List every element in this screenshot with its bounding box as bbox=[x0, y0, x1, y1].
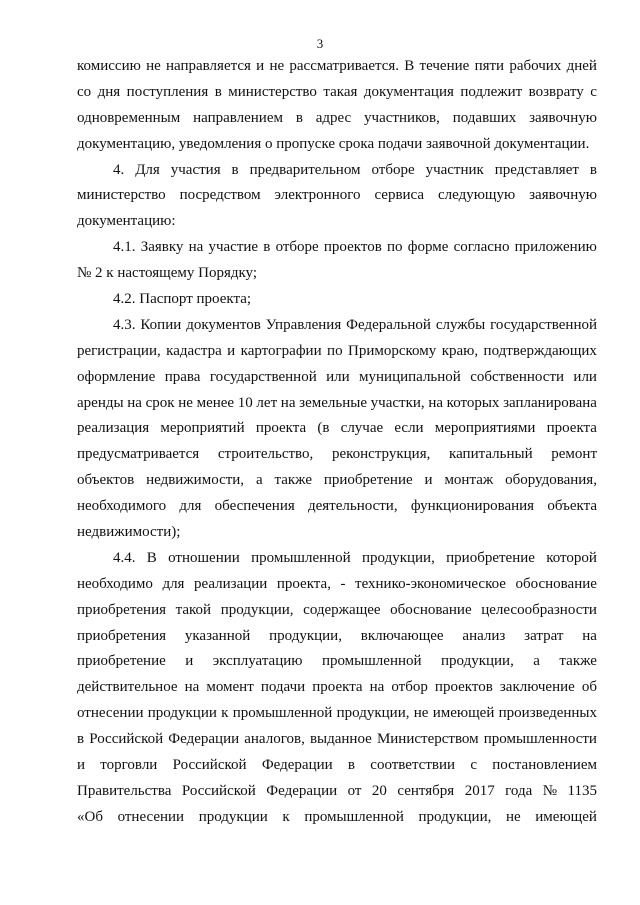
word: к bbox=[282, 808, 290, 825]
word: недвижимости, bbox=[146, 472, 245, 489]
word: мероприятий bbox=[160, 420, 245, 437]
word: права bbox=[164, 368, 201, 385]
text-line bbox=[77, 235, 597, 261]
word: документация bbox=[363, 83, 454, 100]
word: сентября bbox=[397, 782, 455, 799]
word: в bbox=[295, 109, 303, 126]
text-line bbox=[77, 649, 597, 675]
word: направлением bbox=[193, 109, 283, 126]
word: отношении bbox=[168, 549, 240, 566]
text-line bbox=[77, 54, 597, 80]
word: оформление bbox=[77, 368, 156, 385]
word: Федерации bbox=[168, 731, 240, 748]
text-line bbox=[77, 468, 597, 494]
word: промышленной bbox=[232, 705, 333, 722]
word: подтверждающих bbox=[483, 342, 597, 359]
word: реализация bbox=[77, 420, 150, 437]
paragraph bbox=[77, 546, 597, 831]
paragraph bbox=[77, 313, 597, 546]
word: года bbox=[505, 782, 533, 799]
word: Министерством bbox=[376, 731, 479, 748]
word: технико-экономическое bbox=[355, 575, 506, 592]
word: дня bbox=[97, 83, 121, 100]
word: отборе bbox=[275, 239, 319, 256]
word: не bbox=[269, 58, 285, 74]
word: Федерации bbox=[266, 782, 338, 799]
word: имеющей bbox=[535, 808, 597, 825]
paragraph bbox=[77, 287, 597, 313]
word: Правительства bbox=[77, 782, 172, 799]
word: № bbox=[542, 782, 558, 799]
word: министерство bbox=[228, 83, 317, 100]
text-line: недвижимости); bbox=[77, 524, 181, 541]
word: В bbox=[146, 549, 157, 566]
word: запланирована bbox=[503, 394, 597, 411]
word: муниципальной bbox=[359, 368, 461, 385]
word: возврату bbox=[528, 83, 584, 100]
word: произведенных bbox=[498, 705, 597, 722]
word: на bbox=[188, 239, 204, 256]
word: «Об bbox=[77, 808, 103, 825]
word: в bbox=[347, 757, 356, 774]
word: форме bbox=[407, 239, 449, 256]
word: адрес bbox=[315, 109, 352, 126]
text-line bbox=[77, 313, 597, 339]
word: оборудования, bbox=[505, 472, 597, 489]
word: Российской bbox=[172, 757, 247, 774]
word: не bbox=[413, 705, 429, 722]
word: капитальный bbox=[449, 446, 533, 463]
word: мероприятиями bbox=[434, 420, 536, 437]
word: приобретение bbox=[323, 472, 413, 489]
word: по bbox=[327, 342, 343, 359]
text-line bbox=[77, 80, 597, 106]
word: промышленной bbox=[304, 808, 404, 825]
word: проекта bbox=[546, 420, 597, 437]
word: подавших bbox=[452, 109, 517, 126]
word: лет bbox=[256, 394, 278, 411]
word: картографии bbox=[240, 342, 322, 359]
word: от bbox=[347, 782, 362, 799]
word: реконструкция, bbox=[331, 446, 431, 463]
word: строительство, bbox=[217, 446, 314, 463]
word: пяти bbox=[474, 58, 505, 74]
word: дней bbox=[566, 58, 597, 74]
text-line: 4.2. Паспорт проекта; bbox=[113, 291, 252, 308]
word: такой bbox=[175, 601, 212, 618]
word: краю, bbox=[441, 342, 479, 359]
word: отнесении bbox=[117, 808, 185, 825]
word: по bbox=[387, 239, 403, 256]
word: посредством bbox=[179, 187, 261, 204]
word: (в bbox=[317, 420, 330, 437]
word: реализации bbox=[194, 575, 268, 592]
word: с bbox=[590, 83, 597, 100]
word: проекта bbox=[312, 679, 363, 696]
word: Заявку bbox=[140, 239, 184, 256]
word: государственной bbox=[490, 316, 597, 333]
word: к bbox=[221, 705, 229, 722]
word: действительное bbox=[77, 679, 178, 696]
word: промышленности bbox=[483, 731, 597, 748]
word: Федерации bbox=[261, 757, 333, 774]
word: приобретения bbox=[77, 627, 167, 644]
word: объектов bbox=[77, 472, 135, 489]
word: затрат bbox=[524, 627, 564, 644]
word: такая bbox=[323, 83, 358, 100]
word: проектов bbox=[323, 239, 382, 256]
word: необходимого bbox=[77, 498, 167, 515]
page-number: 3 bbox=[316, 36, 324, 51]
text-line bbox=[77, 727, 597, 753]
word: собственности bbox=[470, 368, 565, 385]
text-line bbox=[77, 183, 597, 209]
word: приобретение bbox=[77, 653, 166, 670]
word: Копии bbox=[140, 316, 182, 333]
text-line bbox=[77, 416, 597, 442]
word: а bbox=[255, 472, 263, 489]
word: 4.4. bbox=[113, 549, 136, 566]
word: 10 bbox=[237, 394, 253, 411]
word: аренды bbox=[77, 394, 124, 411]
word: продукции, bbox=[440, 653, 514, 670]
word: монтаж bbox=[444, 472, 494, 489]
text-line bbox=[77, 572, 597, 598]
word: комиссию bbox=[77, 58, 141, 74]
word: Для bbox=[135, 161, 160, 178]
word: проекта bbox=[255, 420, 307, 437]
text-line bbox=[77, 158, 597, 184]
word: ремонт bbox=[551, 446, 597, 463]
document-body bbox=[77, 54, 597, 831]
word: функционирования bbox=[410, 498, 535, 515]
word: или bbox=[326, 368, 350, 385]
word: имеющей bbox=[432, 705, 495, 722]
word: Приморскому bbox=[348, 342, 437, 359]
word: не bbox=[146, 58, 161, 74]
word: момент bbox=[206, 679, 254, 696]
text-line bbox=[77, 805, 597, 831]
word: анализ bbox=[462, 627, 506, 644]
word: промышленной bbox=[321, 653, 422, 670]
word: на bbox=[428, 394, 443, 411]
word: отборе bbox=[371, 161, 415, 178]
word: продукции, bbox=[361, 549, 435, 566]
word: продукции, bbox=[418, 808, 492, 825]
word: включающее bbox=[360, 627, 444, 644]
word: или bbox=[573, 368, 597, 385]
word: 1135 bbox=[567, 782, 597, 799]
text-line bbox=[77, 675, 597, 701]
word: 20 bbox=[371, 782, 387, 799]
word: Российской bbox=[89, 731, 164, 748]
word: Российской bbox=[181, 782, 256, 799]
text-line: документацию, уведомления о пропуске срока подачи заявочной документации. bbox=[77, 135, 590, 152]
word: и bbox=[256, 58, 265, 74]
word: заключение bbox=[499, 679, 575, 696]
word: срок bbox=[145, 394, 175, 411]
word: Федеральной bbox=[346, 316, 431, 333]
word: объекта bbox=[547, 498, 597, 515]
word: со bbox=[77, 83, 92, 100]
text-line: документацию: bbox=[77, 213, 176, 230]
word: продукции, bbox=[220, 601, 294, 618]
word: рабочих bbox=[509, 58, 562, 74]
word: направляется bbox=[166, 58, 251, 74]
word: об bbox=[581, 679, 597, 696]
word: менее bbox=[196, 394, 235, 411]
word: регистрации, bbox=[77, 342, 161, 359]
word: также bbox=[274, 472, 312, 489]
word: в bbox=[589, 161, 597, 178]
text-line bbox=[77, 624, 597, 650]
word: электронного bbox=[274, 187, 361, 204]
word: участки, bbox=[370, 394, 425, 411]
word: в bbox=[263, 239, 271, 256]
word: участников, bbox=[364, 109, 440, 126]
word: в bbox=[77, 731, 85, 748]
word: для bbox=[179, 498, 202, 515]
text-line bbox=[77, 779, 597, 805]
word: в bbox=[231, 161, 239, 178]
text-line bbox=[77, 391, 597, 417]
text-line bbox=[77, 753, 597, 779]
text-line bbox=[77, 365, 597, 391]
word: и bbox=[77, 757, 86, 774]
word: службы bbox=[435, 316, 486, 333]
word: постановлением bbox=[492, 757, 597, 774]
word: предварительном bbox=[249, 161, 361, 178]
word: 2017 bbox=[464, 782, 495, 799]
word: а bbox=[533, 653, 540, 670]
word: торговли bbox=[100, 757, 158, 774]
word: и bbox=[227, 342, 236, 359]
word: на bbox=[127, 394, 142, 411]
word: для bbox=[162, 575, 185, 592]
text-line bbox=[77, 598, 597, 624]
word: если bbox=[394, 420, 424, 437]
word: на bbox=[582, 627, 597, 644]
word: проекта, bbox=[276, 575, 331, 592]
text-line bbox=[77, 494, 597, 520]
word: отнесении bbox=[77, 705, 144, 722]
word: продукции, bbox=[269, 627, 342, 644]
text-line bbox=[77, 442, 597, 468]
word: министерство bbox=[77, 187, 166, 204]
word: выданное bbox=[309, 731, 372, 748]
word: участник bbox=[425, 161, 484, 178]
word: обеспечения bbox=[214, 498, 295, 515]
text-line bbox=[77, 701, 597, 727]
word: содержащее bbox=[303, 601, 381, 618]
word: государственной bbox=[209, 368, 317, 385]
paragraph bbox=[77, 54, 597, 158]
word: земельные bbox=[299, 394, 367, 411]
word: на bbox=[280, 394, 296, 411]
word: течение bbox=[419, 58, 470, 74]
word: случае bbox=[340, 420, 384, 437]
word: соответствии bbox=[370, 757, 456, 774]
word: сервиса bbox=[374, 187, 425, 204]
word: согласно bbox=[453, 239, 510, 256]
word: на bbox=[184, 679, 200, 696]
word: одновременным bbox=[77, 109, 181, 126]
word: продукции bbox=[198, 808, 268, 825]
word: не bbox=[505, 808, 521, 825]
word: деятельности, bbox=[307, 498, 398, 515]
word: документов bbox=[186, 316, 261, 333]
word: отбор bbox=[391, 679, 428, 696]
word: 4.3. bbox=[113, 316, 136, 333]
word: 4.1. bbox=[113, 239, 136, 256]
word: эксплуатацию bbox=[212, 653, 303, 670]
word: участие bbox=[208, 239, 259, 256]
word: - bbox=[340, 575, 346, 592]
word: целесообразности bbox=[481, 601, 597, 618]
word: проектов bbox=[434, 679, 493, 696]
word: указанной bbox=[184, 627, 251, 644]
word: представляет bbox=[494, 161, 579, 178]
word: промышленной bbox=[251, 549, 351, 566]
word: аналогов, bbox=[244, 731, 305, 748]
word: приобретение bbox=[446, 549, 535, 566]
word: поступления bbox=[126, 83, 209, 100]
word: продукции bbox=[147, 705, 217, 722]
text-line: № 2 к настоящему Порядку; bbox=[77, 265, 258, 282]
word: не bbox=[178, 394, 193, 411]
paragraph bbox=[77, 158, 597, 236]
text-line bbox=[77, 339, 597, 365]
word: следующую bbox=[437, 187, 516, 204]
word: на bbox=[369, 679, 385, 696]
word: заявочную bbox=[529, 109, 597, 126]
word: Управления bbox=[265, 316, 342, 333]
word: приобретения bbox=[77, 601, 167, 618]
text-line bbox=[77, 106, 597, 132]
word: рассматривается. bbox=[289, 58, 400, 74]
word: и bbox=[185, 653, 194, 670]
word: необходимо bbox=[77, 575, 153, 592]
word: продукции, bbox=[336, 705, 410, 722]
word: заявочную bbox=[529, 187, 597, 204]
word: обоснование bbox=[515, 575, 597, 592]
word: подачи bbox=[260, 679, 306, 696]
word: которой bbox=[546, 549, 597, 566]
word: также bbox=[559, 653, 597, 670]
word: 4. bbox=[113, 161, 125, 178]
word: которых bbox=[446, 394, 500, 411]
word: с bbox=[470, 757, 477, 774]
paragraph bbox=[77, 235, 597, 287]
word: в bbox=[214, 83, 222, 100]
word: В bbox=[404, 58, 415, 74]
word: и bbox=[424, 472, 433, 489]
word: кадастра bbox=[166, 342, 222, 359]
word: предусматривается bbox=[77, 446, 200, 463]
word: подлежит bbox=[460, 83, 523, 100]
word: обоснование bbox=[390, 601, 472, 618]
word: приложению bbox=[514, 239, 597, 256]
text-line bbox=[77, 546, 597, 572]
word: участия bbox=[170, 161, 221, 178]
